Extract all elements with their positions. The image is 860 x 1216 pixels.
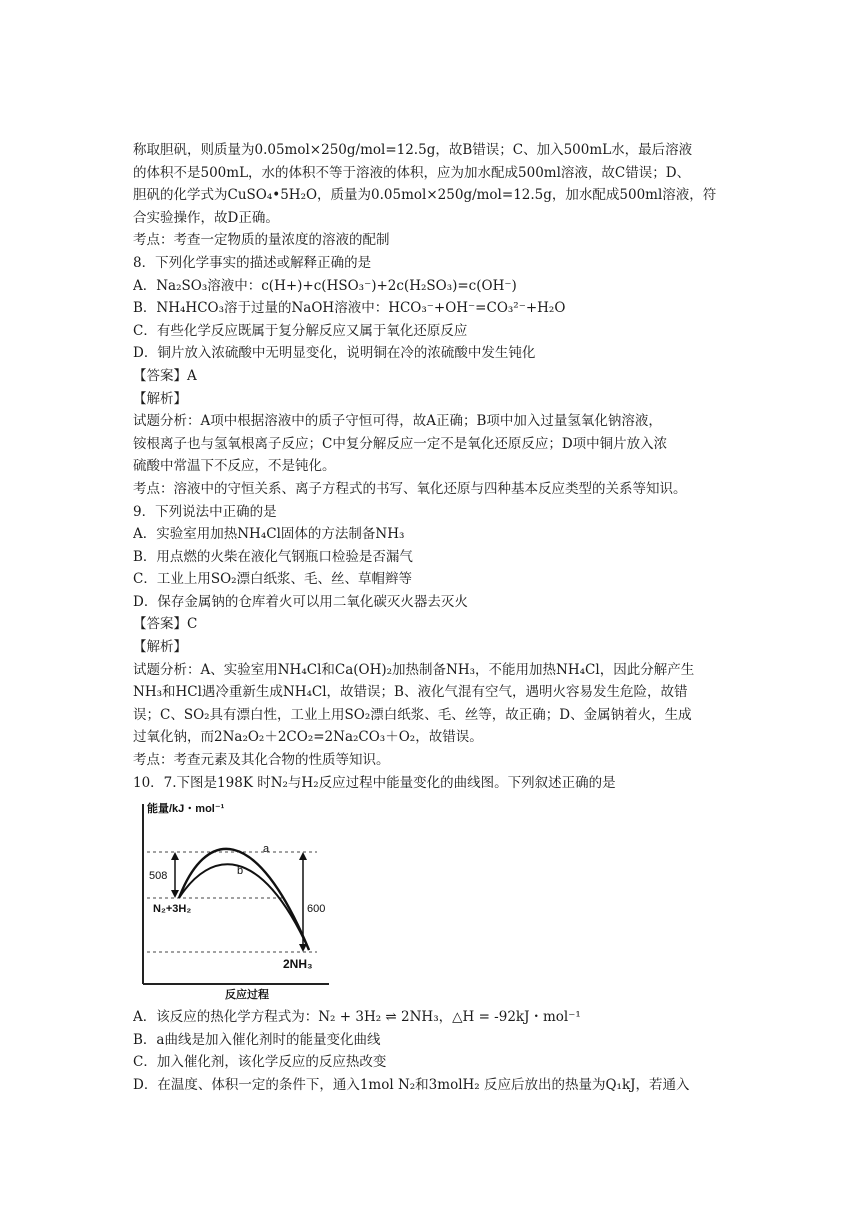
text-line: D．在温度、体积一定的条件下，通入1mol N₂和3molH₂ 反应后放出的热量为Q₁kJ，若通入	[133, 1077, 690, 1093]
document-body	[133, 139, 733, 1097]
energy-diagram-figure	[133, 796, 733, 1006]
text-block-top	[133, 139, 733, 794]
text-line: C．工业上用SO₂漂白纸浆、毛、丝、草帽辫等	[133, 571, 413, 588]
text-line: C．加入催化剂，该化学反应的反应热改变	[133, 1054, 387, 1071]
text-line: 合实验操作，故D正确。	[133, 209, 279, 226]
text-line: 试题分析：A、实验室用NH₄Cl和Ca(OH)₂加热制备NH₃，不能用加热NH₄Cl，因此分解产生	[133, 661, 695, 678]
text-line: 误；C、SO₂具有漂白性，工业上用SO₂漂白纸浆、毛、丝等，故正确；D、金属钠着火，生成	[133, 706, 692, 723]
energy-diagram	[135, 800, 335, 1000]
text-line: C．有些化学反应既属于复分解反应又属于氧化还原反应	[133, 322, 468, 339]
products-label: 2NH₃	[283, 957, 313, 972]
text-line: 铵根离子也与氢氧根离子反应；C中复分解反应一定不是氧化还原反应；D项中铜片放入浓	[133, 435, 668, 452]
text-line: 【解析】	[133, 639, 187, 656]
text-line: 9．下列说法中正确的是	[133, 503, 277, 520]
curve-a	[179, 849, 309, 950]
text-line: 考点：考查一定物质的量浓度的溶液的配制	[133, 232, 390, 249]
text-line: B．a曲线是加入催化剂时的能量变化曲线	[133, 1031, 381, 1048]
text-line: 的体积不是500mL，水的体积不等于溶液的体积，应为加水配成500ml溶液，故C错误；D、	[133, 164, 691, 181]
text-line: 考点：溶液中的守恒关系、离子方程式的书写、氧化还原与四种基本反应类型的关系等知识。	[133, 480, 687, 497]
text-line: 试题分析：A项中根据溶液中的质子守恒可得，故A正确；B项中加入过量氢氧化钠溶液，	[133, 413, 662, 430]
text-line: 硫酸中常温下不反应，不是钝化。	[133, 458, 336, 475]
reactants-label: N₂+3H₂	[153, 903, 192, 916]
text-line: A．实验室用加热NH₄Cl固体的方法制备NH₃	[133, 526, 405, 543]
text-line: 【答案】A	[133, 367, 197, 384]
text-line: 【答案】C	[133, 616, 198, 633]
left-energy-value: 508	[149, 870, 168, 883]
text-line: A．Na₂SO₃溶液中：c(H+)+c(HSO₃⁻)+2c(H₂SO₃)=c(OH⁻)	[133, 277, 517, 294]
text-line: B．NH₄HCO₃溶于过量的NaOH溶液中：HCO₃⁻+OH⁻=CO₃²⁻+H₂O	[133, 300, 566, 317]
text-line: A．该反应的热化学方程式为：N₂ + 3H₂ ⇌ 2NH₃，△H = -92kJ・mol⁻¹	[133, 1009, 581, 1026]
right-energy-value: 600	[307, 903, 326, 916]
text-line: 【解析】	[133, 390, 187, 407]
y-axis-label: 能量/kJ・mol⁻¹	[147, 803, 225, 816]
text-line: 10．7.下图是198K 时N₂与H₂反应过程中能量变化的曲线图。下列叙述正确的是	[133, 774, 616, 791]
text-line: 过氧化钠，而2Na₂O₂＋2CO₂=2Na₂CO₃＋O₂，故错误。	[133, 729, 483, 746]
text-line: 考点：考查元素及其化合物的性质等知识。	[133, 752, 390, 769]
text-line: 称取胆矾，则质量为0.05mol×250g/mol=12.5g，故B错误；C、加入500mL水，最后溶液	[133, 142, 693, 158]
text-block-bottom	[133, 1006, 733, 1096]
text-line: 8．下列化学事实的描述或解释正确的是	[133, 254, 372, 271]
curve-b-label: b	[237, 865, 244, 878]
text-line: D．保存金属钠的仓库着火可以用二氧化碳灭火器去灭火	[133, 593, 468, 610]
text-line: D．铜片放入浓硫酸中无明显变化，说明铜在冷的浓硫酸中发生钝化	[133, 345, 536, 362]
text-line: NH₃和HCl遇冷重新生成NH₄Cl，故错误；B、液化气混有空气，遇明火容易发生危险，故错	[133, 684, 688, 701]
text-line: 胆矾的化学式为CuSO₄•5H₂O，质量为0.05mol×250g/mol=12.5g，加水配成500ml溶液，符	[133, 187, 717, 204]
x-axis-label: 反应过程	[225, 989, 269, 1001]
curve-a-label: a	[263, 843, 270, 856]
text-line: B．用点燃的火柴在液化气钢瓶口检验是否漏气	[133, 548, 413, 565]
